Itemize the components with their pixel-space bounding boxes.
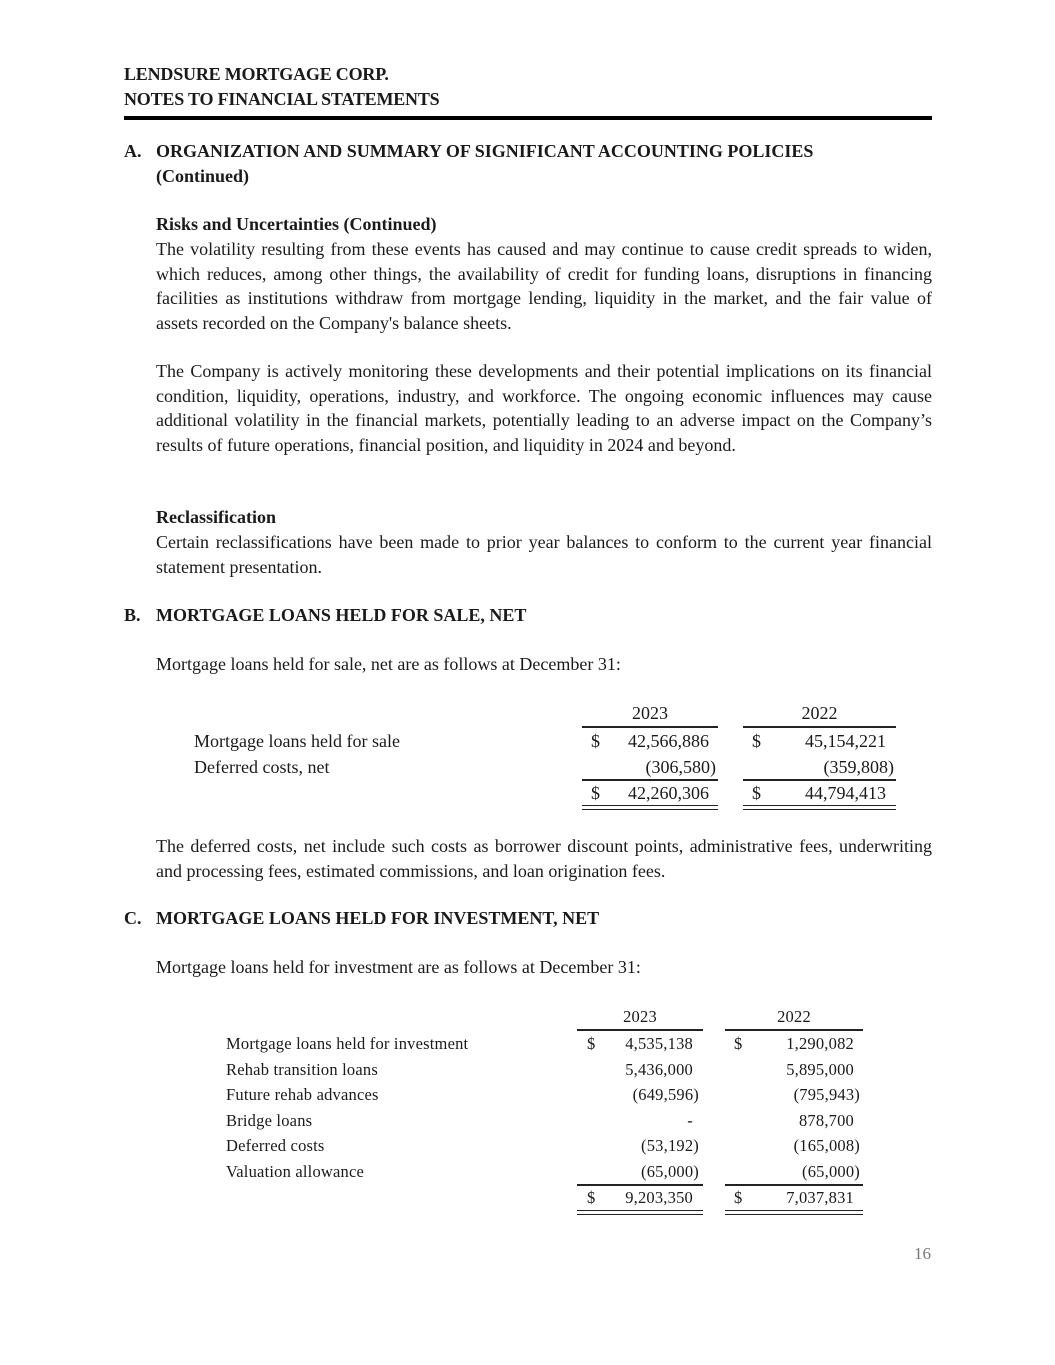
section-c-intro: Mortgage loans held for investment are as follows at December 31: — [156, 957, 641, 977]
currency-symbol: $ — [591, 731, 600, 751]
deferred-costs-note: The deferred costs, net include such costs as borrower discount points, administrative fees, underwriting and processing fees, estimated commissions, and loan origination fees. — [156, 836, 932, 881]
section-b-title: MORTGAGE LOANS HELD FOR SALE, NET — [156, 605, 527, 625]
page-number: 16 — [914, 1244, 931, 1263]
row-label: Deferred costs — [226, 1136, 325, 1155]
risks-paragraph-2: The Company is actively monitoring these developments and their potential implications on its financial condition, liquidity, operations, industry, and workforce. The ongoing economic influences may cause additional volatility in the financial markets, potentially leading to an adverse impact on the Company’s results of future operations, financial position, and liquidity in 2024 and beyond. — [156, 361, 932, 455]
table-row — [0, 1160, 1055, 1184]
table-row — [0, 1058, 1055, 1082]
value-2023: 5,436,000 — [625, 1060, 693, 1079]
currency-symbol: $ — [591, 783, 600, 803]
document-subtitle: NOTES TO FINANCIAL STATEMENTS — [124, 89, 440, 109]
total-2022: 7,037,831 — [786, 1188, 854, 1207]
section-b-intro: Mortgage loans held for sale, net are as follows at December 31: — [156, 654, 621, 674]
value-2022: 1,290,082 — [786, 1034, 854, 1053]
currency-symbol: $ — [587, 1188, 596, 1207]
value-2022: (795,943) — [793, 1085, 860, 1104]
column-header-2022: 2022 — [777, 1007, 811, 1026]
value-2023: (306,580) — [645, 757, 716, 777]
value-2023: (53,192) — [641, 1136, 699, 1155]
total-double-underline-2023 — [577, 1210, 703, 1215]
total-2023: 9,203,350 — [625, 1188, 693, 1207]
total-2023: 42,260,306 — [628, 783, 709, 803]
table-row — [0, 1109, 1055, 1133]
row-label: Mortgage loans held for investment — [226, 1034, 469, 1053]
row-label: Mortgage loans held for sale — [194, 731, 400, 751]
row-label: Deferred costs, net — [194, 757, 330, 777]
header-rule — [124, 116, 932, 120]
currency-symbol: $ — [752, 731, 761, 751]
column-header-2023: 2023 — [632, 703, 668, 723]
currency-symbol: $ — [752, 783, 761, 803]
row-label: Valuation allowance — [226, 1162, 365, 1181]
value-2022: 45,154,221 — [805, 731, 886, 751]
row-label: Future rehab advances — [226, 1085, 379, 1104]
value-2022: (65,000) — [802, 1162, 860, 1181]
table-total-row — [0, 781, 1055, 805]
header-underline-2022 — [725, 1029, 863, 1031]
reclassification-paragraph: Certain reclassifications have been made to prior year balances to conform to the current year financial statement presentation. — [156, 532, 932, 577]
risks-paragraph-1: The volatility resulting from these events has caused and may continue to cause credit spreads to widen, which reduces, among other things, the availability of credit for funding loans, disruptions in financing facilities as institutions withdraw from mortgage lending, liquidity in the market, and the fair value of assets recorded on the Company's balance sheets. — [156, 239, 932, 333]
total-double-underline-2023 — [582, 805, 718, 810]
value-2023: 42,566,886 — [628, 731, 709, 751]
reclassification-heading: Reclassification — [156, 507, 276, 527]
header-underline-2023 — [582, 726, 718, 728]
row-label: Rehab transition loans — [226, 1060, 378, 1079]
value-2023: - — [687, 1111, 693, 1130]
table-row — [0, 729, 1055, 753]
header-underline-2022 — [743, 726, 896, 728]
currency-symbol: $ — [734, 1188, 743, 1207]
table-row — [0, 1032, 1055, 1056]
value-2023: 4,535,138 — [625, 1034, 693, 1053]
risks-heading: Risks and Uncertainties (Continued) — [156, 214, 437, 234]
value-2023: (649,596) — [632, 1085, 699, 1104]
table-row — [0, 755, 1055, 779]
value-2022: (165,008) — [793, 1136, 860, 1155]
row-label: Bridge loans — [226, 1111, 313, 1130]
section-c-title: MORTGAGE LOANS HELD FOR INVESTMENT, NET — [156, 908, 600, 928]
total-double-underline-2022 — [725, 1210, 863, 1215]
header-underline-2023 — [577, 1029, 703, 1031]
total-double-underline-2022 — [743, 805, 896, 810]
currency-symbol: $ — [587, 1034, 596, 1053]
column-header-2022: 2022 — [801, 703, 838, 723]
column-header-2023: 2023 — [623, 1007, 657, 1026]
value-2022: 878,700 — [798, 1111, 854, 1130]
section-b-letter: B. — [124, 605, 141, 625]
table-total-row — [0, 1186, 1055, 1210]
section-a-title: ORGANIZATION AND SUMMARY OF SIGNIFICANT ACCOUNTING POLICIES — [156, 141, 814, 161]
section-a-title-continued: (Continued) — [156, 166, 250, 186]
total-2022: 44,794,413 — [805, 783, 886, 803]
value-2023: (65,000) — [641, 1162, 699, 1181]
currency-symbol: $ — [734, 1034, 743, 1053]
table-row — [0, 1134, 1055, 1158]
section-c-letter: C. — [124, 908, 142, 928]
value-2022: 5,895,000 — [786, 1060, 854, 1079]
section-a-letter: A. — [124, 141, 142, 161]
table-row — [0, 1083, 1055, 1107]
value-2022: (359,808) — [823, 757, 894, 777]
company-name: LENDSURE MORTGAGE CORP. — [124, 64, 389, 84]
